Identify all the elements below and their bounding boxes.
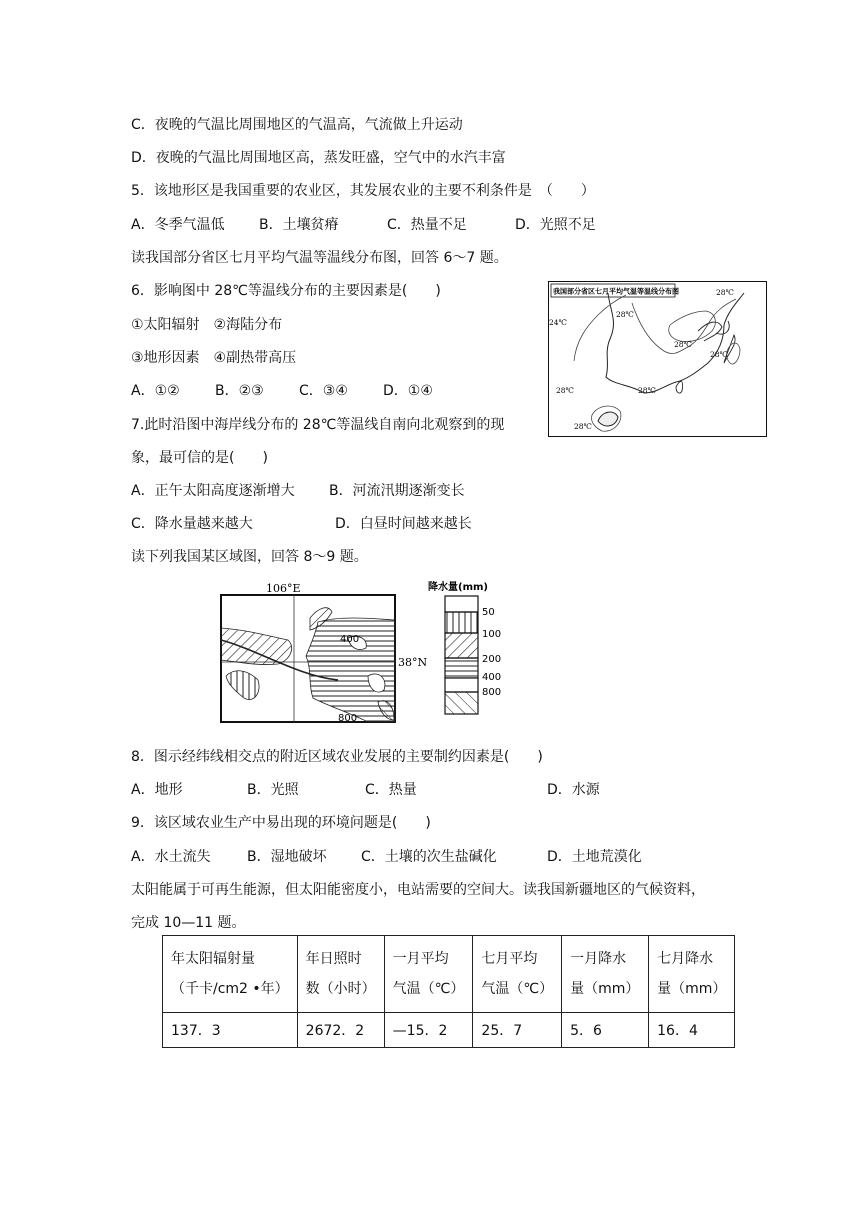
q7-options-row2 — [131, 514, 472, 534]
q6-option-a: A．①② — [131, 383, 180, 399]
q8-option-b: B．光照 — [247, 782, 299, 798]
contour-400-label: 400 — [340, 634, 360, 645]
legend-value: 50 — [482, 607, 495, 618]
q9-stem: 9．该区域农业生产中易出现的环境问题是( ) — [131, 815, 431, 831]
q8-option-d: D．水源 — [547, 782, 600, 798]
map1-label: 28℃ — [556, 386, 574, 395]
q7-stem-line2: 象，最可信的是( ) — [131, 450, 268, 466]
q4-option-d: D．夜晚的气温比周围地区高，蒸发旺盛，空气中的水汽丰富 — [131, 150, 506, 166]
lon-label: 106°E — [266, 582, 301, 595]
q9-option-b: B．湿地破坏 — [247, 849, 327, 865]
table-header-cell: 年太阳辐射量 （千卡/cm2 •年） — [163, 936, 298, 1013]
q9-option-c: C．土壤的次生盐碱化 — [361, 849, 497, 865]
contour-800-label: 800 — [338, 713, 358, 724]
table-header-row — [163, 936, 735, 1013]
q7-options-row1 — [131, 481, 465, 501]
q7-option-c: C．降水量越来越大 — [131, 516, 253, 532]
table-cell: 25．7 — [473, 1013, 562, 1048]
q7-stem-line1: 7.此时沿图中海岸线分布的 28℃等温线自南向北观察到的现 — [131, 417, 505, 433]
table-row — [163, 1013, 735, 1048]
table-header-cell: 七月降水 量（mm） — [649, 936, 735, 1013]
q6-option-c: C．③④ — [299, 383, 348, 399]
q8-option-a: A．地形 — [131, 782, 183, 798]
lat-label: 38°N — [398, 656, 428, 669]
intro-10-11-line1: 太阳能属于可再生能源，但太阳能密度小，电站需要的空间大。读我国新疆地区的气候资料， — [131, 882, 705, 898]
q5-stem: 5．该地形区是我国重要的农业区，其发展农业的主要不利条件是 （ ） — [131, 183, 595, 199]
q4-option-c: C．夜晚的气温比周围地区的气温高，气流做上升运动 — [131, 117, 463, 133]
intro-6-7: 读我国部分省区七月平均气温等温线分布图，回答 6～7 题。 — [131, 250, 508, 266]
legend-value: 800 — [482, 687, 502, 698]
q7-option-d: D．白昼时间越来越长 — [335, 516, 472, 532]
table-header-cell: 一月平均 气温（℃） — [384, 936, 473, 1013]
q6-line1: ①太阳辐射 ②海陆分布 — [131, 317, 283, 333]
map1-label: 24℃ — [549, 318, 567, 327]
table-cell: 5．6 — [562, 1013, 649, 1048]
map1-label: 28℃ — [638, 386, 656, 395]
q6-stem: 6．影响图中 28℃等温线分布的主要因素是( ) — [131, 283, 441, 299]
climate-table — [162, 935, 735, 1048]
map1-label: 28℃ — [616, 310, 634, 319]
legend-value: 100 — [482, 629, 502, 640]
legend-title: 降水量(mm) — [428, 582, 488, 593]
table-cell: 16．4 — [649, 1013, 735, 1048]
legend — [445, 596, 478, 714]
table-header-cell: 年日照时 数（小时） — [297, 936, 384, 1013]
q5-option-a: A．冬季气温低 — [131, 217, 225, 233]
q6-line2: ③地形因素 ④副热带高压 — [131, 350, 297, 366]
q7-option-b: B．河流汛期逐渐变长 — [329, 483, 465, 499]
table-cell: —15．2 — [384, 1013, 473, 1048]
q5-option-c: C．热量不足 — [387, 217, 467, 233]
regional-precipitation-map — [218, 580, 502, 725]
map1-label: 28℃ — [674, 340, 692, 349]
q9-options — [131, 847, 642, 867]
legend-value: 400 — [482, 672, 502, 683]
q6-option-d: D．①④ — [383, 383, 433, 399]
q9-option-a: A．水土流失 — [131, 849, 211, 865]
q8-option-c: C．热量 — [365, 782, 417, 798]
intro-8-9: 读下列我国某区域图，回答 8～9 题。 — [131, 549, 368, 565]
q5-options — [131, 215, 596, 235]
map1-label: 28℃ — [574, 422, 592, 431]
intro-10-11-line2: 完成 10—11 题。 — [131, 915, 246, 931]
q5-option-d: D．光照不足 — [515, 217, 596, 233]
table-cell: 137．3 — [163, 1013, 298, 1048]
table-header-cell: 一月降水 量（mm） — [562, 936, 649, 1013]
table-header-cell: 七月平均 气温（℃） — [473, 936, 562, 1013]
july-isotherm-map — [548, 281, 767, 437]
q5-option-b: B．土壤贫瘠 — [259, 217, 339, 233]
q6-options — [131, 381, 433, 401]
q9-option-d: D．土地荒漠化 — [547, 849, 642, 865]
q8-stem: 8．图示经纬线相交点的附近区域农业发展的主要制约因素是( ) — [131, 749, 543, 765]
map1-title: 我国部分省区七月平均气温等温线分布图 — [553, 287, 679, 296]
legend-value: 200 — [482, 654, 502, 665]
q6-option-b: B．②③ — [215, 383, 264, 399]
q8-options — [131, 780, 600, 800]
map1-label: 28℃ — [710, 350, 728, 359]
q7-option-a: A．正午太阳高度逐渐增大 — [131, 483, 295, 499]
table-cell: 2672．2 — [297, 1013, 384, 1048]
map1-label: 28℃ — [716, 288, 734, 297]
